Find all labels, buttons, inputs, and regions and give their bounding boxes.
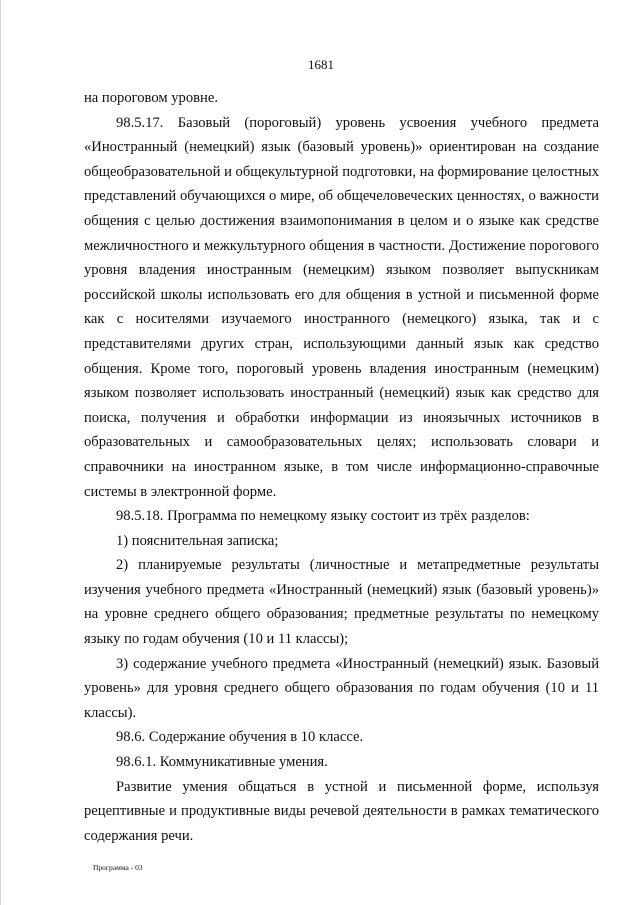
- paragraph-98-5-17: 98.5.17. Базовый (пороговый) уровень усвоения учебного предмета «Иностранный (немецкий) язык (базовый уровень)» ориентирован на создание общеобразовательной и общекультурной подготовки, на формирование целостных представлений обучающихся о мире, об общечеловеческих ценностях, о важности общения с целью достижения взаимопонимания в целом и о языке как средстве межличностного и межкультурного общения в частности. Достижение порогового уровня владения иностранным (немецким) языком позволяет выпускникам российской школы использовать его для общения в устной и письменной форме как с носителями изучаемого иностранного (немецкого) языка, так и с представителями других стран, использующими данный язык как средство общения. Кроме того, пороговый уровень владения иностранным (немецким) языком позволяет использовать иностранный (немецкий) язык как средство для поиска, получения и обработки информации из иноязычных источников в образовательных и самообразовательных целях; использовать словари и справочники на иностранном языке, в том числе информационно-справочные системы в электронной форме.: [84, 114, 599, 500]
- list-item-3: 3) содержание учебного предмета «Иностранный (немецкий) язык. Базовый уровень» для уровня среднего общего образования по годам обучения (10 и 11 классы).: [84, 655, 599, 721]
- paragraph-98-6: 98.6. Содержание обучения в 10 классе.: [116, 729, 364, 746]
- body-text: [84, 86, 599, 848]
- list-item-2: 2) планируемые результаты (личностные и метапредметные результаты изучения учебного предмета «Иностранный (немецкий) язык (базовый уровень)» на уровне среднего общего образования; предметные результаты по немецкому языку по годам обучения (10 и 11 классы);: [84, 557, 599, 648]
- paragraph-communication-skills: Развитие умения общаться в устной и письменной форме, используя рецептивные и продуктивные виды речевой деятельности в рамках тематического содержания речи.: [84, 778, 599, 844]
- page-number: 1681: [308, 57, 334, 72]
- paragraph-continuation: на пороговом уровне.: [84, 90, 218, 106]
- paragraph-98-6-1: 98.6.1. Коммуникативные умения.: [116, 754, 328, 771]
- footer-note: Программа - 03: [93, 863, 143, 872]
- paragraph-98-5-18: 98.5.18. Программа по немецкому языку состоит из трёх разделов:: [116, 508, 530, 525]
- list-item-1: 1) пояснительная записка;: [116, 532, 279, 549]
